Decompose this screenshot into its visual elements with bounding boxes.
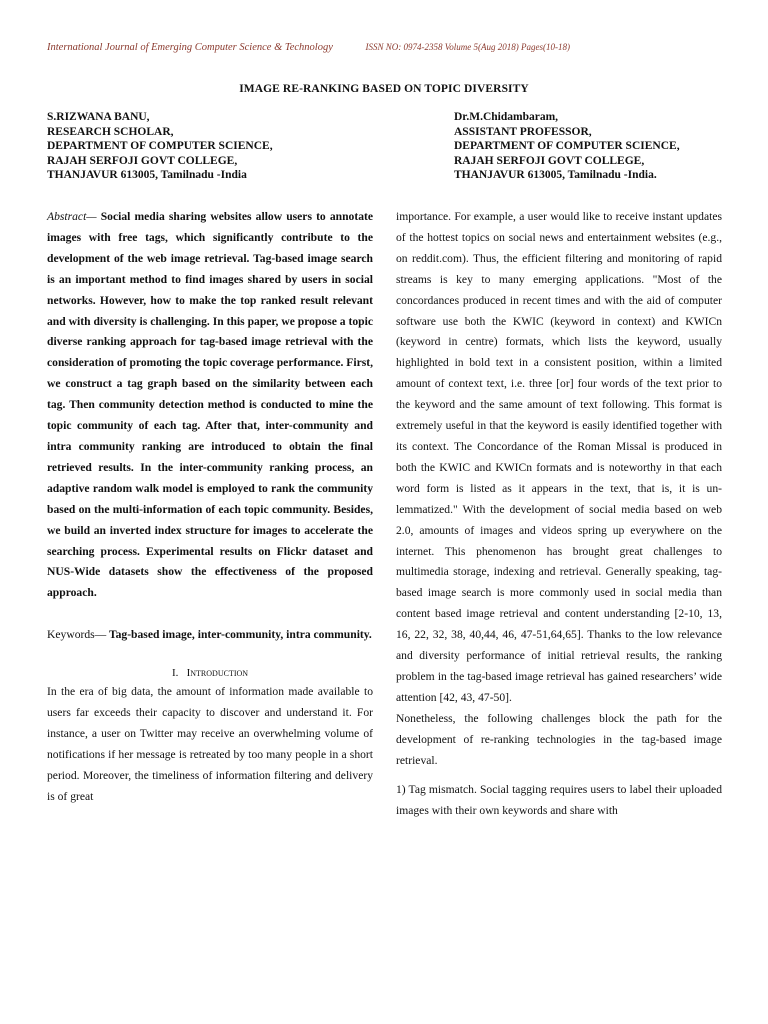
section-title: Introduction bbox=[186, 667, 249, 680]
section-heading-introduction bbox=[47, 664, 373, 682]
keywords-text: Tag-based image, inter-community, intra community. bbox=[106, 628, 372, 642]
issn-info: ISSN NO: 0974-2358 Volume 5(Aug 2018) Pages(10-18) bbox=[365, 42, 570, 52]
author-left-address: THANJAVUR 613005, Tamilnadu -India bbox=[47, 169, 247, 181]
intro-paragraph-1: In the era of big data, the amount of information made available to users far exceeds their capacity to discover and understand it. For instance, a user on Twitter may receive an overwhelming volume of notifications if her message is retreated by too many people in a short period. Moreover, the timeliness of information filtering and delivery is of great bbox=[47, 685, 373, 803]
author-left-role: RESEARCH SCHOLAR, bbox=[47, 125, 174, 138]
intro-paragraph-3: 1) Tag mismatch. Social tagging requires users to label their uploaded images with their own keywords and share with bbox=[396, 783, 722, 818]
author-left-dept: DEPARTMENT OF COMPUTER SCIENCE, bbox=[47, 140, 273, 152]
author-right-role: ASSISTANT PROFESSOR, bbox=[454, 125, 592, 138]
abstract bbox=[47, 207, 373, 604]
journal-name: International Journal of Emerging Computer Science & Technology bbox=[47, 42, 333, 53]
intro-paragraph-2: Nonetheless, the following challenges block the path for the development of re-ranking technologies in the tag-based image retrieval. bbox=[396, 711, 722, 767]
paper-title: IMAGE RE-RANKING BASED ON TOPIC DIVERSITY bbox=[239, 83, 529, 95]
abstract-text: Social media sharing websites allow users to annotate images with free tags, which significantly contribute to the development of the web image retrieval. Tag-based image search is an important method to find images shared by users in social networks. However, how to make the top ranked result relevant and with diversity is challenging. In this paper, we propose a topic diverse ranking approach for tag-based image retrieval with the consideration of promoting the topic coverage performance. First, we construct a tag graph based on the similarity between each tag. Then community detection method is conducted to mine the topic community of each tag. After that, inter-community and intra community ranking are introduced to obtain the final retrieved results. In the inter-community ranking process, an adaptive random walk model is employed to rank the community based on the multi-information of each topic community. Besides, we build an inverted index structure for images to accelerate the searching process. Experimental results on Flickr dataset and NUS-Wide datasets show the effectiveness of the proposed approach. bbox=[47, 210, 373, 600]
author-right-dept: DEPARTMENT OF COMPUTER SCIENCE, bbox=[454, 140, 680, 152]
keywords-label: Keywords— bbox=[47, 628, 107, 642]
right-column bbox=[396, 207, 722, 822]
keywords bbox=[47, 625, 373, 646]
author-right-college: RAJAH SERFOJI GOVT COLLEGE, bbox=[454, 154, 645, 167]
section-number: I. bbox=[171, 667, 179, 680]
journal-header bbox=[47, 42, 727, 53]
abstract-label: Abstract— bbox=[47, 210, 97, 223]
intro-paragraph-1-continued: importance. For example, a user would like to receive instant updates of the hottest topics on social news and entertainment websites (e.g., on reddit.com). Thus, the efficient filtering and monitoring of rapid streams is key to many emerging applications. "Most of the concordances produced in recent times and with the aid of computer software use both the KWIC (keyword in context) and KWICn (keyword in centre) formats, which lists the keyword, usually highlighted in bold text in a consistent position, within a limited amount of context text, i.e. three [or] four words of the text prior to the keyword and the same amount of text following. This format is extremely useful in that the keyword is easily identified together with its context. The Concordance of the Roman Missal is produced in both the KWIC and KWICn formats and is noteworthy in that each word form is listed as it appears in the text, that is, it is un-lemmatized." With the development of social media based on web 2.0, amounts of images and videos spring up everywhere on the internet. This phenomenon has brought great challenges to multimedia storage, indexing and retrieval. Generally speaking, tag-based image search is more commonly used in social media than content based image retrieval and content understanding [2-10, 13, 16, 22, 32, 38, 40,44, 46, 47-51,64,65]. Thanks to the low relevance and diversity performance of initial retrieval results, the ranking problem in the tag-based image retrieval has gained researchers’ wide attention [42, 43, 47-50]. bbox=[396, 210, 722, 704]
author-right-address: THANJAVUR 613005, Tamilnadu -India. bbox=[454, 169, 657, 181]
left-column bbox=[47, 207, 373, 808]
author-left-block bbox=[47, 110, 273, 183]
author-right-block bbox=[454, 110, 680, 183]
author-left-college: RAJAH SERFOJI GOVT COLLEGE, bbox=[47, 154, 238, 167]
author-left-name: S.RIZWANA BANU, bbox=[47, 111, 150, 123]
author-right-name: Dr.M.Chidambaram, bbox=[454, 111, 559, 123]
